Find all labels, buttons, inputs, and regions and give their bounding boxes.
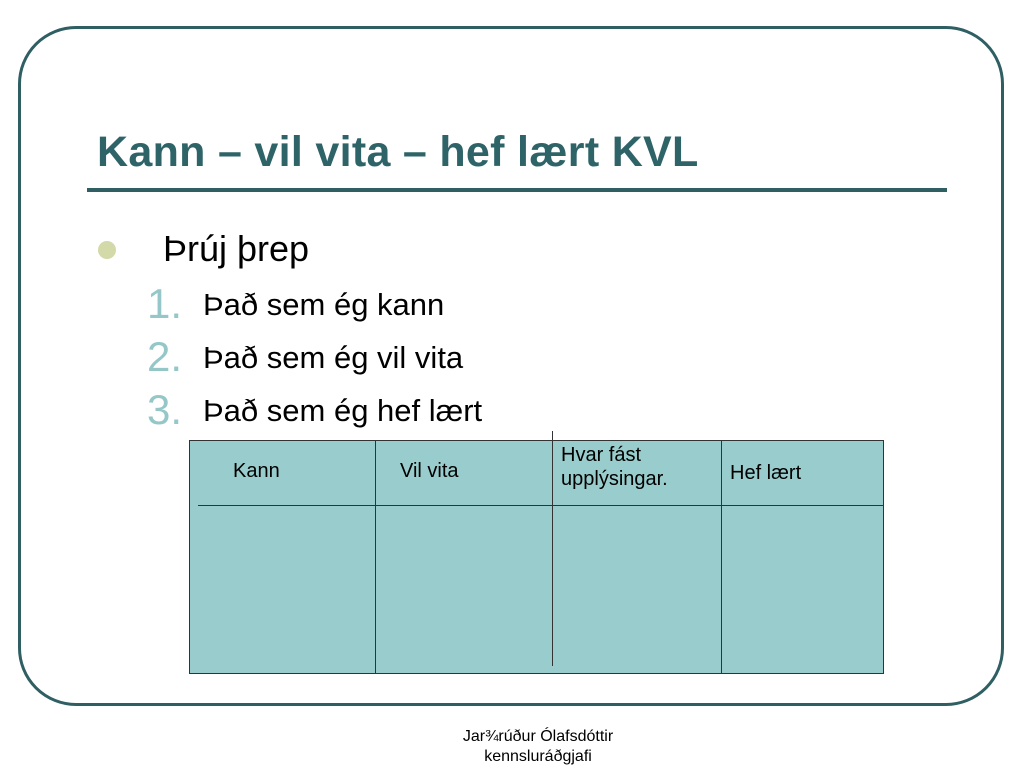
step-item-1 [147, 280, 444, 328]
step-text: Það sem ég vil vita [203, 340, 464, 375]
kvl-table [189, 440, 884, 674]
step-text: Það sem ég kann [203, 287, 445, 322]
bullet-dot-icon [98, 241, 116, 259]
footer-role: kennsluráðgjafi [484, 748, 592, 765]
step-item-2 [147, 333, 463, 381]
column-divider [375, 441, 376, 673]
step-number: 3. [147, 386, 183, 433]
column-divider [552, 431, 553, 666]
step-number: 1. [147, 280, 183, 327]
title-underline [87, 188, 947, 192]
header-hvar-fast: Hvar fást upplýsingar. [561, 444, 668, 490]
header-vil-vita: Vil vita [400, 460, 459, 482]
footer-author: Jar¾rúður Ólafsdóttir [462, 728, 614, 745]
footer-credit [430, 727, 646, 767]
slide-title: Kann – vil vita – hef lært KVL [97, 128, 699, 176]
column-divider [721, 441, 722, 673]
step-item-3 [147, 386, 482, 434]
header-kann: Kann [233, 460, 280, 482]
bullet-text: Þrúj þrep [163, 228, 310, 269]
step-text: Það sem ég hef lært [203, 393, 483, 428]
header-divider [198, 505, 883, 506]
header-hef-laert: Hef lært [730, 462, 802, 484]
step-number: 2. [147, 333, 183, 380]
